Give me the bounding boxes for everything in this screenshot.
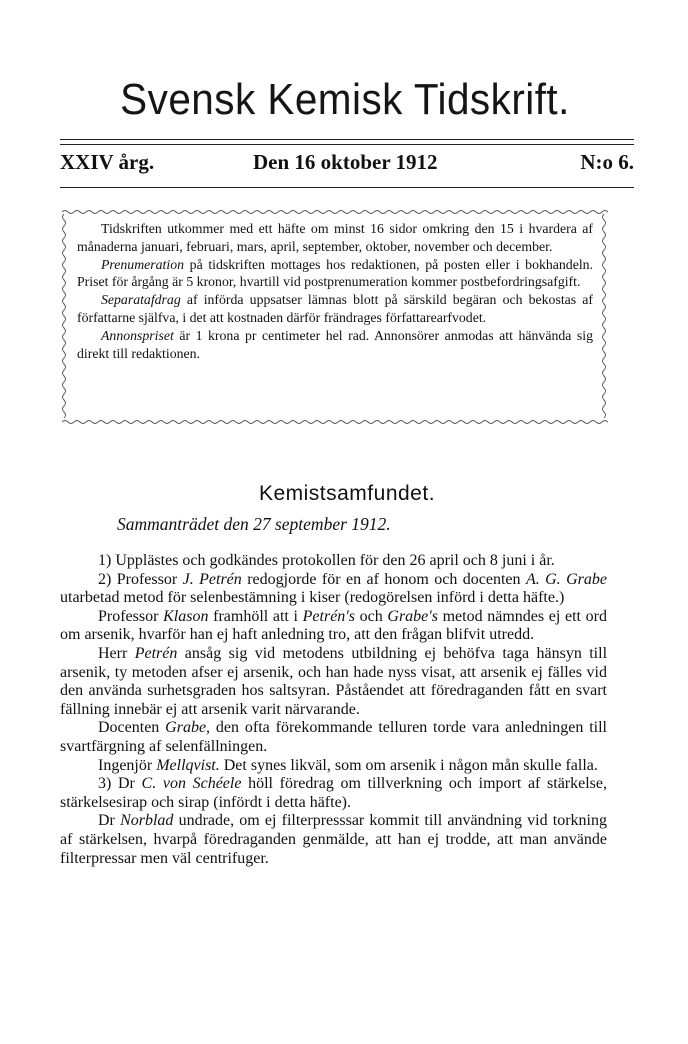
notice-publication-text: Tidskriften utkommer med ett häfte om minst 16 sidor omkring den 15 i hvardera af månaderna januari, februari, mars, april, september, oktober, november och december. — [77, 221, 593, 254]
paragraph-text: 2) Professor — [98, 570, 183, 588]
notice-offprints-text: af införda uppsatser lämnas blott på särskild begäran och bekostas af författarne själfva, i det att kostnaden därför frändrages författarearfvodet. — [77, 292, 593, 325]
paragraph — [60, 608, 607, 645]
issue-line — [60, 150, 634, 180]
journal-title: Svensk Kemisk Tidskrift. — [120, 75, 570, 124]
person-name: Klason — [163, 607, 209, 625]
paragraph — [60, 552, 607, 571]
notice-ads-label: Annonspriset — [101, 327, 174, 343]
notice-ads — [77, 327, 593, 363]
title-rule-lower — [60, 144, 634, 145]
notice-ads-text: är 1 krona pr centimeter hel rad. Annonsörer anmodas att hänvända sig direkt till redaktionen. — [77, 327, 593, 361]
person-name: Grabe, — [165, 719, 211, 737]
paragraph — [60, 757, 607, 776]
person-name: A. G. Grabe — [525, 570, 607, 588]
notice-text — [77, 220, 593, 362]
paragraph-text: 3) Dr — [98, 775, 142, 793]
paragraph-text: ansåg sig vid metodens utbildning ej behöfva taga hänsyn till arsenik, ty metoden afser ej arsenik, och han hade nyss visat, att arsenik ej fälles vid den använda surhetsgraden hos saltsyran. Påståendet att föredraganden fått en svart fällning innebär ej att arsenik varit närvarande. — [60, 644, 608, 718]
notice-offprints — [77, 291, 593, 327]
person-name: Grabe's — [387, 607, 438, 625]
paragraph-text: Ingenjör — [98, 756, 157, 774]
paragraph — [60, 775, 607, 812]
person-name: Petrén's — [302, 607, 355, 625]
issue-date: Den 16 oktober 1912 — [253, 150, 438, 174]
paragraph-text: Docenten — [98, 719, 166, 737]
notice-subscription-label: Prenumeration — [101, 256, 185, 272]
notice-offprints-label: Separatafdrag — [101, 292, 181, 308]
paragraph — [60, 645, 607, 719]
paragraph-text: Professor — [98, 607, 164, 625]
person-name: Mellqvist. — [156, 756, 220, 774]
subscription-notice — [60, 206, 608, 428]
paragraph-text: Det synes likväl, som om arsenik i någon mån skulle falla. — [219, 756, 598, 774]
article-title: Kemistsamfundet. — [258, 482, 436, 505]
article-body — [60, 552, 607, 868]
paragraph — [60, 571, 607, 608]
title-rule-upper — [60, 139, 634, 140]
issue-volume: XXIV årg. — [60, 150, 155, 174]
issue-rule — [60, 187, 634, 188]
notice-subscription — [77, 256, 593, 292]
paragraph — [60, 812, 607, 868]
notice-publication — [77, 220, 593, 256]
paragraph-text: och — [354, 607, 388, 625]
notice-subscription-text: på tidskriften mottages hos redaktionen, på posten eller i bokhandeln. Priset för årgång är 5 kronor, hvartill vid postprenumeration kommer postbefordringsafgift. — [77, 256, 593, 290]
paragraph-text: utarbetad metod för selenbestämning i kiser (redogörelsen införd i detta häfte.) — [60, 589, 565, 607]
paragraph-text: metod nämndes ej ett ord om arsenik, hvarför han ej haft anledning tro, att den frågan blifvit utredd. — [60, 607, 607, 644]
paragraph-text: undrade, om ej filterpresssar kommit till användning vid torkning af stärkelsen, hvarpå föredraganden genmälde, att han ej trodde, att man använde filterpressar men väl centrifuger. — [60, 812, 607, 867]
paragraph-text: höll föredrag om tillverkning och import af stärkelse, stärkelsesirap och sirap (infördt i detta häfte). — [60, 775, 608, 811]
paragraph-text: redogjorde för en af honom och docenten — [241, 570, 526, 588]
person-name: J. Petrén — [182, 570, 242, 588]
person-name: C. von Schéele — [141, 775, 242, 793]
person-name: Petrén — [134, 644, 178, 662]
paragraph — [60, 719, 607, 756]
meeting-subtitle: Sammanträdet den 27 september 1912. — [117, 514, 391, 534]
paragraph-text: Herr — [98, 644, 135, 662]
paragraph-text: Dr — [98, 812, 121, 830]
paragraph-text: den ofta förekommande telluren torde vara anledningen till svartfärgning af selenfällningen. — [60, 719, 608, 755]
paragraph-text: 1) Upplästes och godkändes protokollen för den 26 april och 8 juni i år. — [98, 552, 555, 569]
issue-number: N:o 6. — [580, 150, 634, 174]
paragraph-text: framhöll att i — [208, 607, 303, 625]
person-name: Norblad — [120, 812, 174, 830]
